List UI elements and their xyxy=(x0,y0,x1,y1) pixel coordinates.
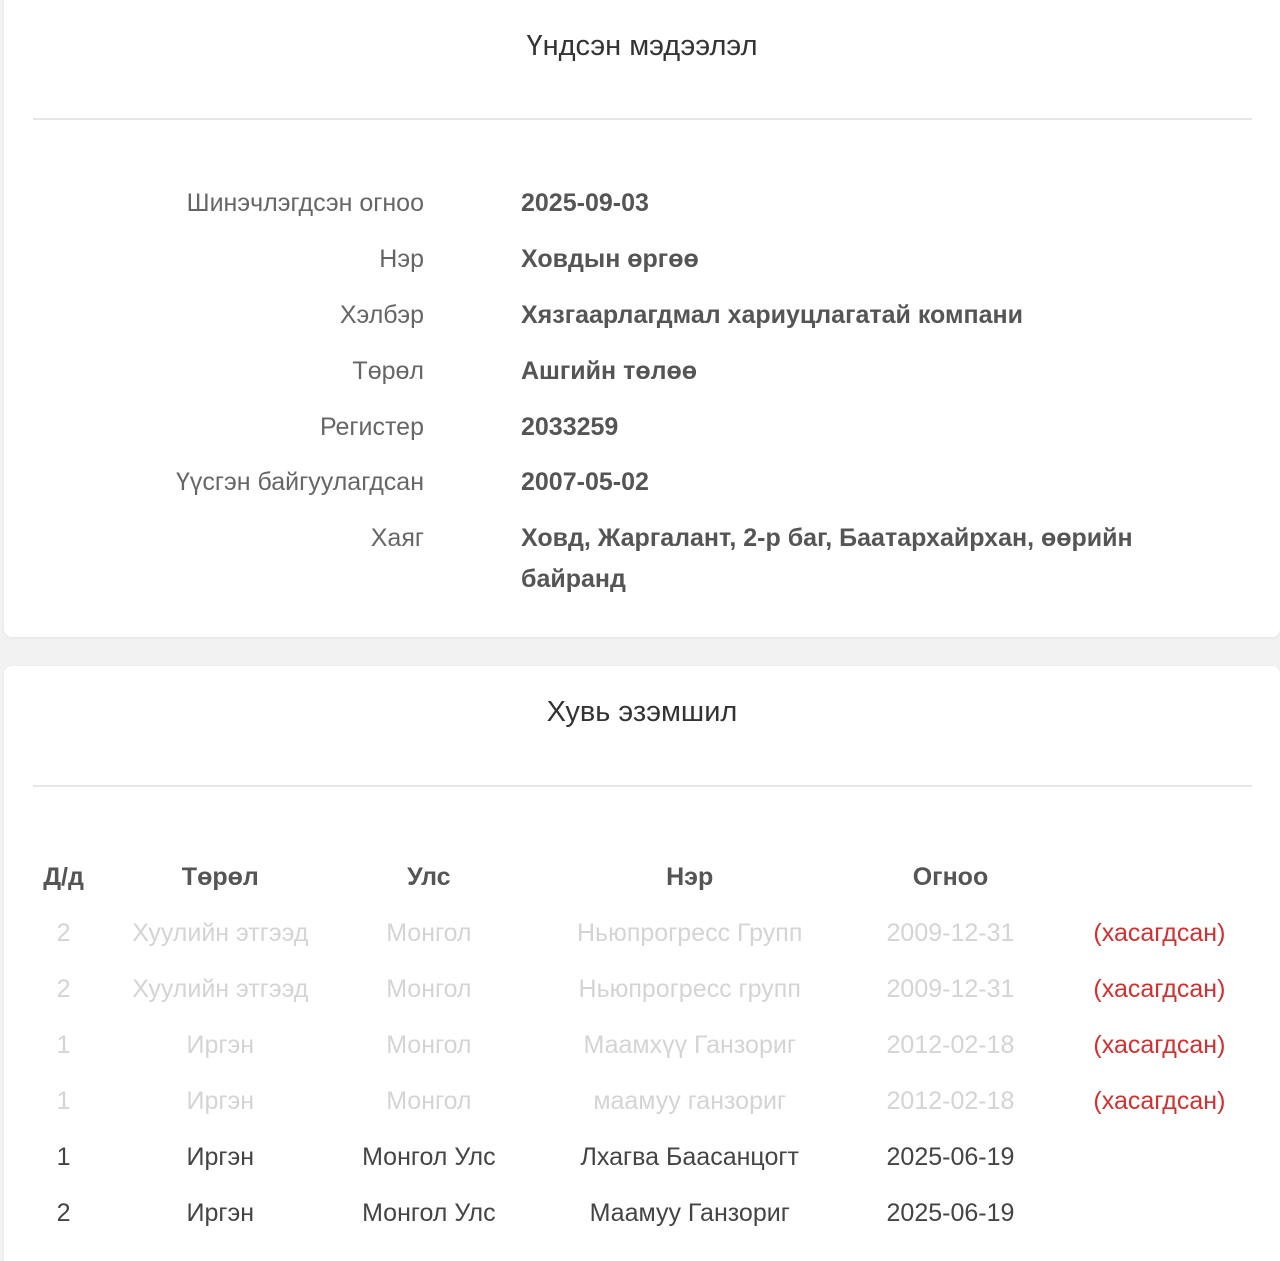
table-row xyxy=(27,1185,1280,1241)
info-value: Ашгийн төлөө xyxy=(521,357,698,385)
info-value: Ховдын өргөө xyxy=(521,245,699,273)
cell-date: 2025-06-19 xyxy=(886,1198,1015,1227)
info-label: Үүсгэн байгуулагдсан xyxy=(176,468,424,496)
cell-number: 2 xyxy=(56,974,71,1003)
cell-number: 1 xyxy=(56,1030,71,1059)
table-row xyxy=(27,1129,1280,1185)
info-value: 2007-05-02 xyxy=(521,468,649,496)
cell-name: маамуу ганзориг xyxy=(593,1086,787,1115)
ownership-card xyxy=(4,666,1280,1261)
ownership-title: Хувь эзэмшил xyxy=(546,696,738,728)
cell-type: Хуулийн этгээд xyxy=(132,974,309,1003)
basic-info-title: Үндсэн мэдээлэл xyxy=(526,30,758,62)
cell-number: 1 xyxy=(56,1086,71,1115)
basic-info-card xyxy=(4,0,1280,637)
info-value: 2025-09-03 xyxy=(521,189,649,217)
cell-country: Монгол Улс xyxy=(362,1142,496,1171)
cell-date: 2012-02-18 xyxy=(886,1086,1015,1115)
column-header-name: Нэр xyxy=(666,862,714,891)
cell-number: 2 xyxy=(56,1198,71,1227)
info-label: Төрөл xyxy=(352,357,424,385)
column-header-country: Улс xyxy=(407,862,451,891)
column-header-status xyxy=(1039,849,1280,905)
cell-country: Монгол Улс xyxy=(362,1198,496,1227)
status-removed-label: (хасагдсан) xyxy=(1093,918,1226,947)
cell-date: 2025-06-19 xyxy=(886,1142,1015,1171)
cell-name: Маамуу Ганзориг xyxy=(589,1198,790,1227)
info-label: Хэлбэр xyxy=(339,301,424,329)
info-label: Шинэчлэгдсэн огноо xyxy=(186,189,424,217)
cell-country: Монгол xyxy=(386,1086,472,1115)
info-label: Нэр xyxy=(379,245,424,273)
table-row xyxy=(27,905,1280,961)
cell-name: Маамхүү Ганзориг xyxy=(583,1030,796,1059)
cell-name: Ньюпрогресс Групп xyxy=(577,918,803,947)
cell-number: 2 xyxy=(56,918,71,947)
cell-type: Иргэн xyxy=(186,1142,255,1171)
info-label: Хаяг xyxy=(370,524,424,552)
cell-date: 2012-02-18 xyxy=(886,1030,1015,1059)
column-header-date: Огноо xyxy=(912,862,989,891)
info-value: Хязгаарлагдмал хариуцлагатай компани xyxy=(521,301,1023,329)
column-header-number: Д/д xyxy=(43,862,84,891)
ownership-table xyxy=(27,849,1280,1241)
cell-type: Хуулийн этгээд xyxy=(132,918,309,947)
cell-type: Иргэн xyxy=(186,1086,255,1115)
table-header-row xyxy=(27,849,1280,905)
table-row xyxy=(27,1073,1280,1129)
status-removed-label: (хасагдсан) xyxy=(1093,1030,1226,1059)
info-label: Регистер xyxy=(319,413,424,441)
cell-country: Монгол xyxy=(386,1030,472,1059)
column-header-type: Төрөл xyxy=(181,862,259,891)
status-label xyxy=(1039,1129,1280,1185)
ownership-divider xyxy=(33,785,1252,787)
cell-name: Ньюпрогресс групп xyxy=(578,974,801,1003)
cell-country: Монгол xyxy=(386,918,472,947)
info-value: Ховд, Жаргалант, 2-р баг, Баатархайрхан, өөрийн байранд xyxy=(521,524,1133,593)
cell-type: Иргэн xyxy=(186,1198,255,1227)
cell-type: Иргэн xyxy=(186,1030,255,1059)
cell-name: Лхагва Баасанцогт xyxy=(580,1142,799,1171)
cell-date: 2009-12-31 xyxy=(886,974,1015,1003)
info-value: 2033259 xyxy=(521,413,619,441)
table-row xyxy=(27,1017,1280,1073)
cell-date: 2009-12-31 xyxy=(886,918,1015,947)
cell-number: 1 xyxy=(56,1142,71,1171)
cell-country: Монгол xyxy=(386,974,472,1003)
status-label xyxy=(1039,1185,1280,1241)
status-removed-label: (хасагдсан) xyxy=(1093,1086,1226,1115)
basic-info-divider xyxy=(33,118,1252,120)
table-row xyxy=(27,961,1280,1017)
status-removed-label: (хасагдсан) xyxy=(1093,974,1226,1003)
